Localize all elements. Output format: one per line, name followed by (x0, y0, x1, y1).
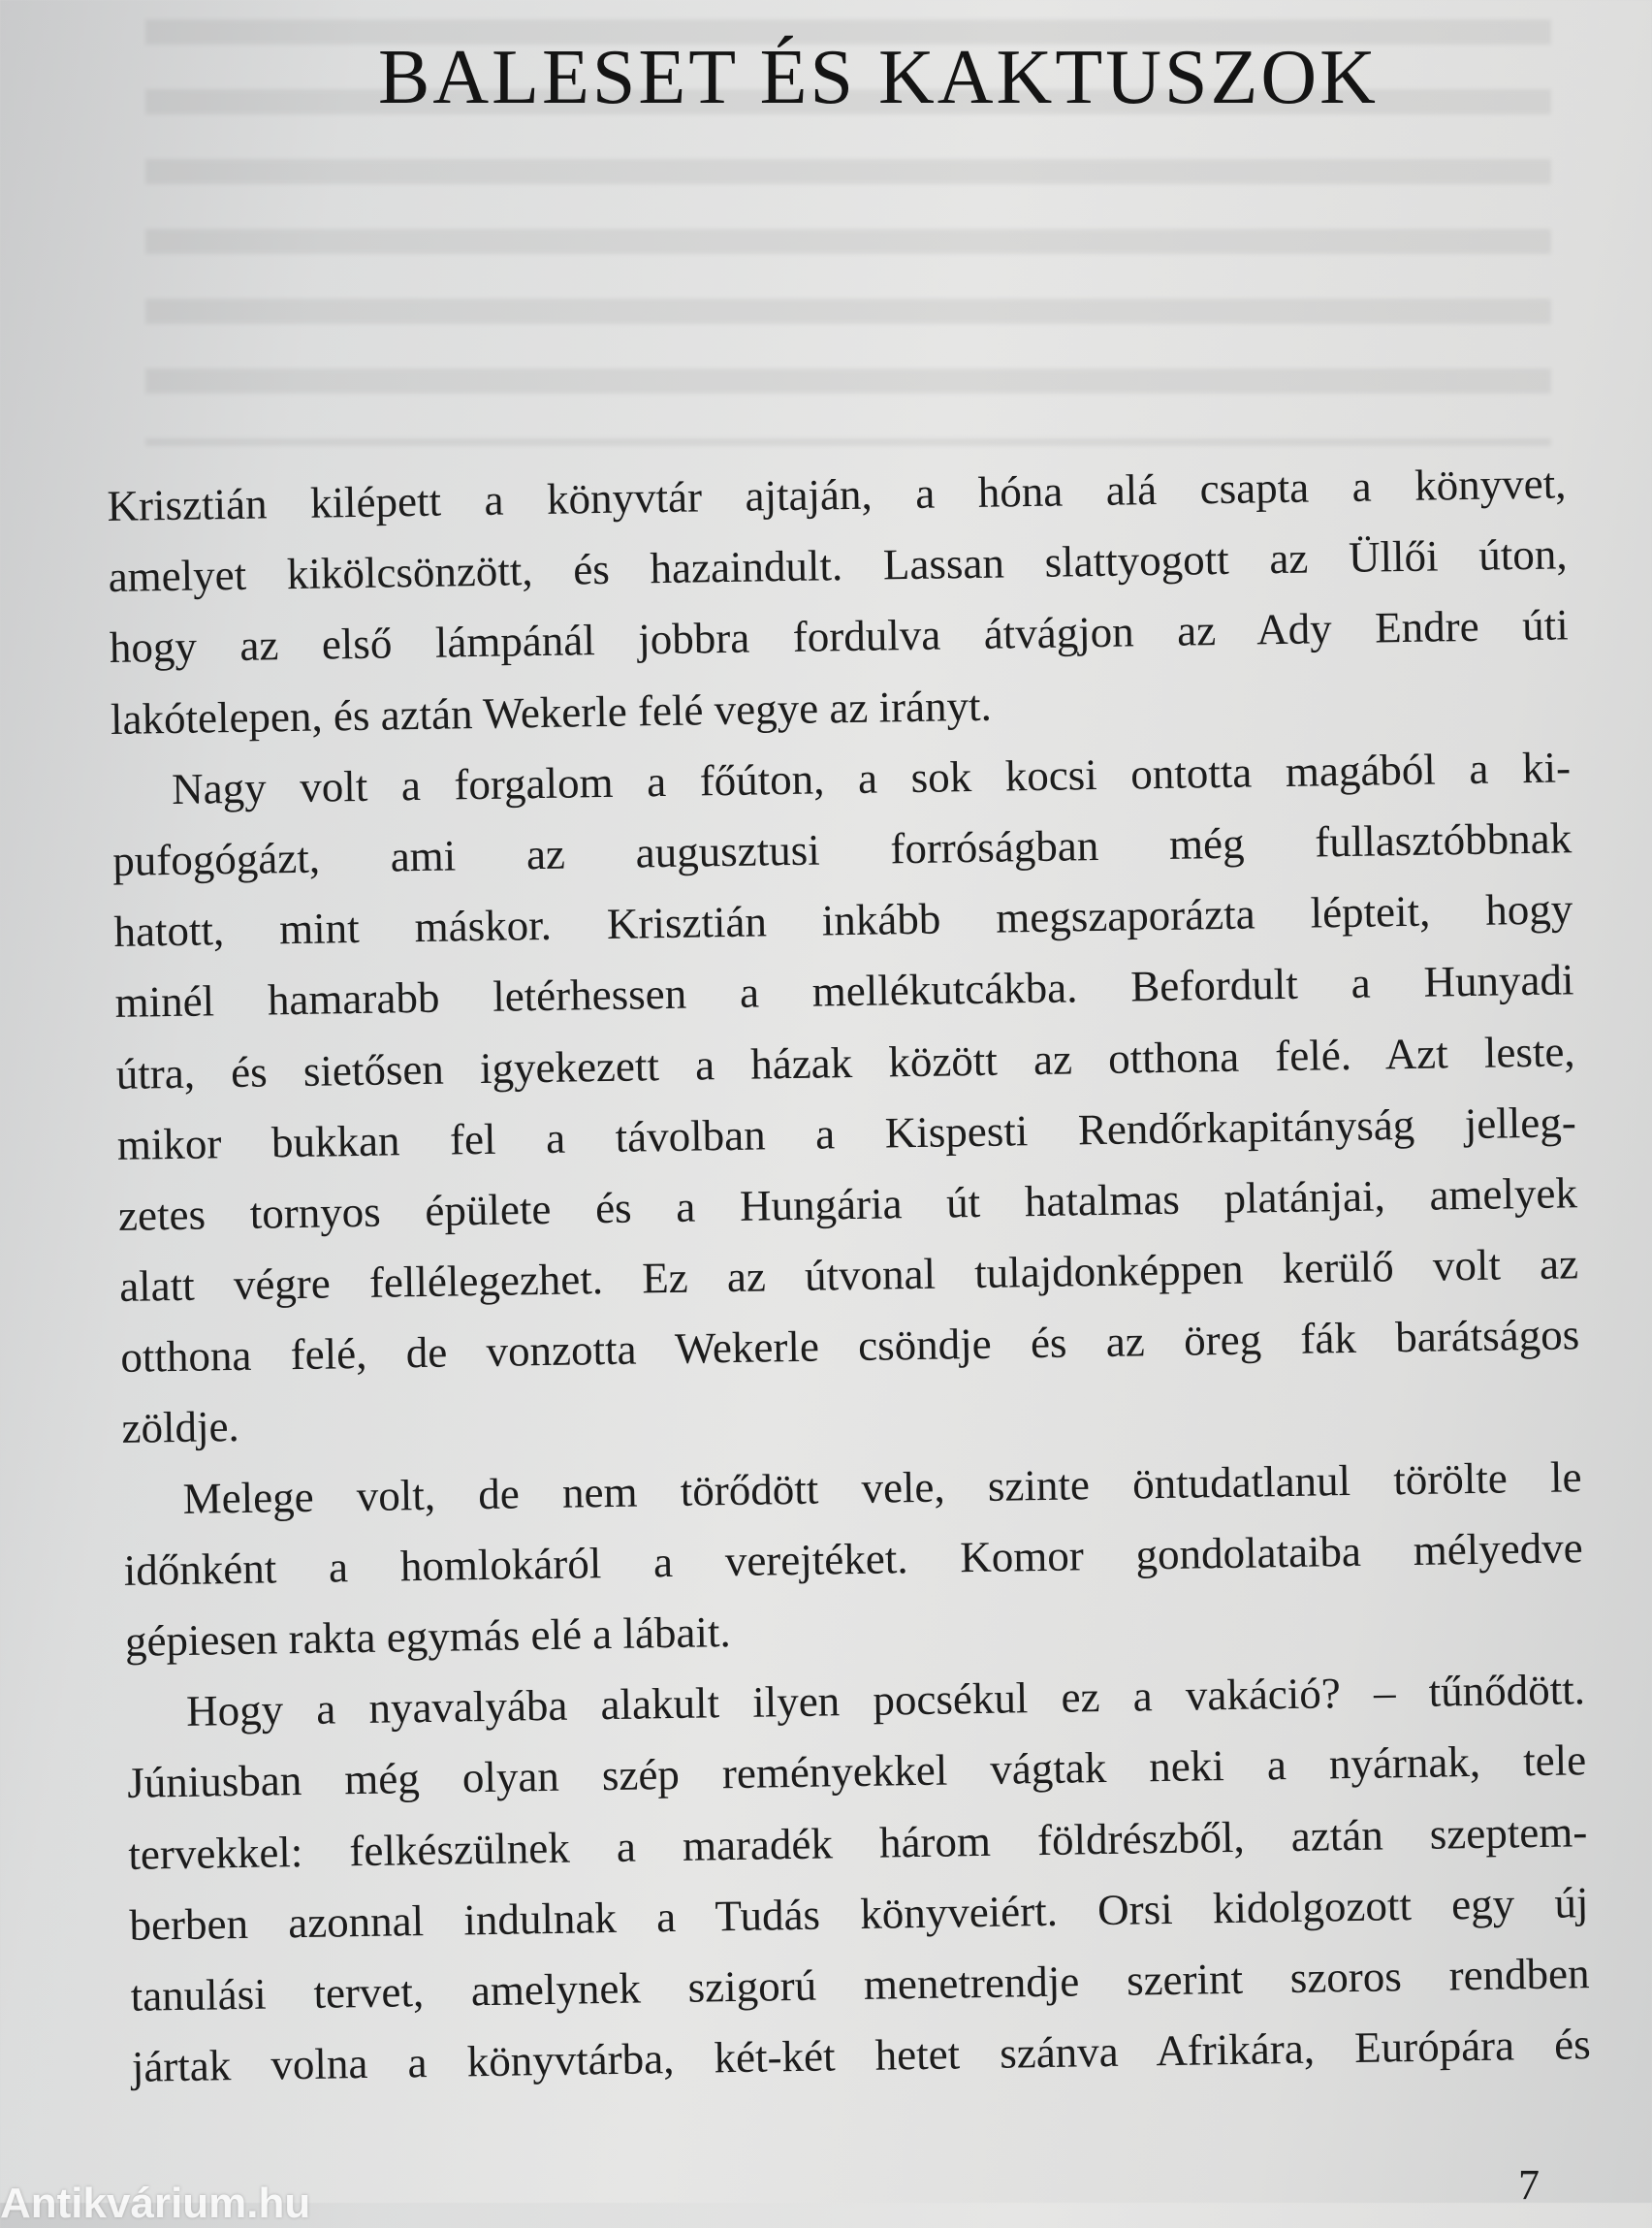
text-line: Hogy a nyavalyába alakult ilyen pocsékul ez a vakáció? – tűnődött. (185, 1665, 1586, 1736)
watermark: Antikvárium.hu (0, 2180, 311, 2227)
text-line: jártak volna a könyvtárba, két-két hetet szánva Afrikára, Európára és (131, 2020, 1592, 2091)
text-line: zöldje. (121, 1402, 240, 1453)
text-line: tanulási tervet, amelynek szigorú menetrendje szerint szoros rendben (130, 1949, 1590, 2021)
text-line: amelyet kikölcsönzött, és hazaindult. Lassan slattyogott az Üllői úton, (108, 529, 1568, 602)
text-line: Nagy volt a forgalom a főúton, a sok kocsi ontotta magából a ki- (171, 743, 1572, 813)
text-line: pufogógázt, ami az augusztusi forróságban még fullasztóbbnak (111, 813, 1573, 885)
chapter-title: BALESET ÉS KAKTUSZOK (378, 35, 1379, 120)
text-line: Krisztián kilépett a könyvtár ajtaján, a hóna alá csapta a könyvet, (107, 459, 1567, 530)
text-line: berben azonnal indulnak a Tudás könyveiért. Orsi kidolgozott egy új (129, 1877, 1589, 1950)
text-line: hatott, mint máskor. Krisztián inkább megszaporázta lépteit, hogy (113, 884, 1573, 957)
text-line: otthona felé, de vonzotta Wekerle csöndje és az öreg fák barátságos (119, 1310, 1580, 1383)
text-line: gépiesen rakta egymás elé a lábait. (124, 1607, 731, 1666)
text-line: tervekkel: felkészülnek a maradék három földrészből, aztán szeptem- (128, 1806, 1588, 1879)
text-line: minél hamarabb letérhessen a mellékutcákba. Befordult a Hunyadi (114, 955, 1574, 1028)
text-line: Melege volt, de nem törődött vele, szinte öntudatlanul törölte le (182, 1451, 1582, 1523)
text-line: mikor bukkan fel a távolban a Kispesti Rendőrkapitányság jelleg- (116, 1097, 1577, 1169)
text-line: hogy az első lámpánál jobbra fordulva átvágjon az Ady Endre úti (109, 600, 1570, 673)
text-line: alatt végre fellélegezhet. Ez az útvonal tulajdonképpen kerülő volt az (118, 1239, 1579, 1311)
text-line: zetes tornyos épülete és a Hungária út hatalmas platánjai, amelyek (117, 1168, 1578, 1240)
chapter-body (107, 448, 1591, 2103)
text-line: útra, és sietősen igyekezett a házak között az otthona felé. Azt leste, (115, 1026, 1575, 1098)
text-line: Júniusban még olyan szép reményekkel vágtak neki a nyárnak, tele (126, 1735, 1587, 1808)
text-line: lakótelepen, és aztán Wekerle felé vegye az irányt. (110, 681, 993, 744)
page-number: 7 (1518, 2161, 1540, 2209)
text-line: időnként a homlokáról a verejtéket. Komor gondolataiba mélyedve (123, 1523, 1584, 1595)
